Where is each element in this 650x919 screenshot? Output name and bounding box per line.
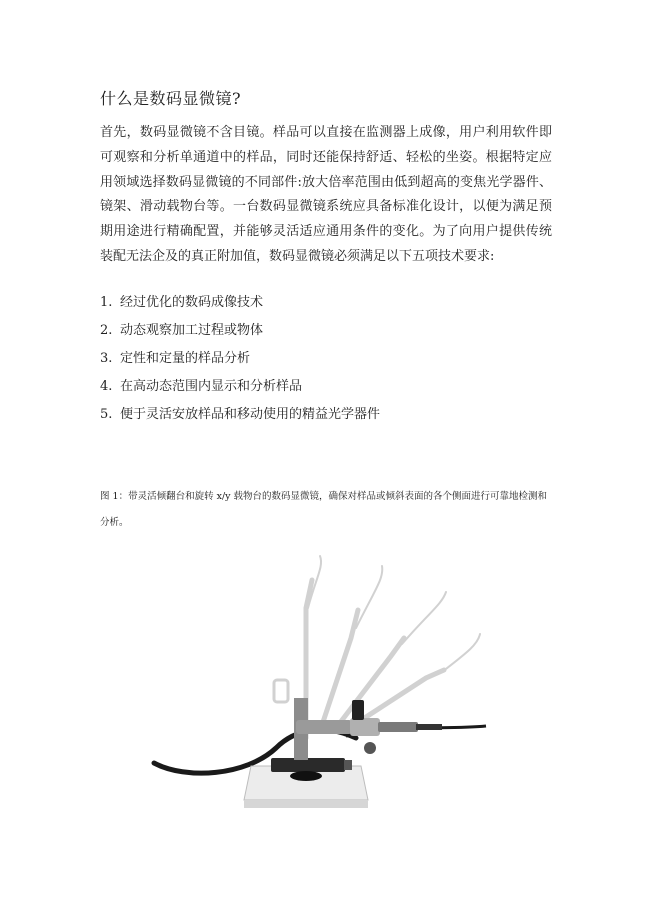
list-item-text: 便于灵活安放样品和移动使用的精益光学器件 — [120, 407, 381, 422]
list-item — [100, 292, 380, 320]
list-item — [100, 320, 380, 348]
list-item-number: 2. — [100, 323, 113, 338]
list-item-number: 4. — [100, 379, 113, 394]
focus-knob — [352, 700, 364, 720]
section-heading: 什么是数码显微镜? — [100, 89, 242, 108]
requirements-list — [100, 292, 380, 432]
figure-caption: 图 1：带灵活倾翻台和旋转 x/y 载物台的数码显微镜，确保对样品或倾斜表面的各个侧面进行可靠地检测和分析。 — [100, 491, 548, 528]
intro-paragraph: 首先，数码显微镜不含目镜。样品可以直接在监测器上成像，用户利用软件即可观察和分析单通道中的样品，同时还能保持舒适、轻松的坐姿。根据特定应用领域选择数码显微镜的不同部件:放大倍率范围由低到超高的变焦光学器件、镜架、滑动载物台等。一台数码显微镜系统应具备标准化设计，以便为满足预期用途进行精确配置，并能够灵活适应通用条件的变化。为了向用户提供传统装配无法企及的真正附加值，数码显微镜必须满足以下五项技术要求: — [100, 125, 552, 264]
list-item-number: 1. — [100, 295, 113, 310]
list-item — [100, 404, 380, 432]
ghost-knob — [274, 680, 288, 702]
list-item-text: 在高动态范围内显示和分析样品 — [120, 379, 303, 394]
list-item-number: 5. — [100, 407, 113, 422]
list-item-text: 动态观察加工过程或物体 — [120, 323, 264, 338]
list-item — [100, 376, 380, 404]
list-item-number: 3. — [100, 351, 113, 366]
microscope-figure — [146, 548, 506, 818]
list-item-text: 定性和定量的样品分析 — [120, 351, 251, 366]
list-item — [100, 348, 380, 376]
microscope-arm — [294, 698, 442, 760]
list-item-text: 经过优化的数码成像技术 — [120, 295, 264, 310]
